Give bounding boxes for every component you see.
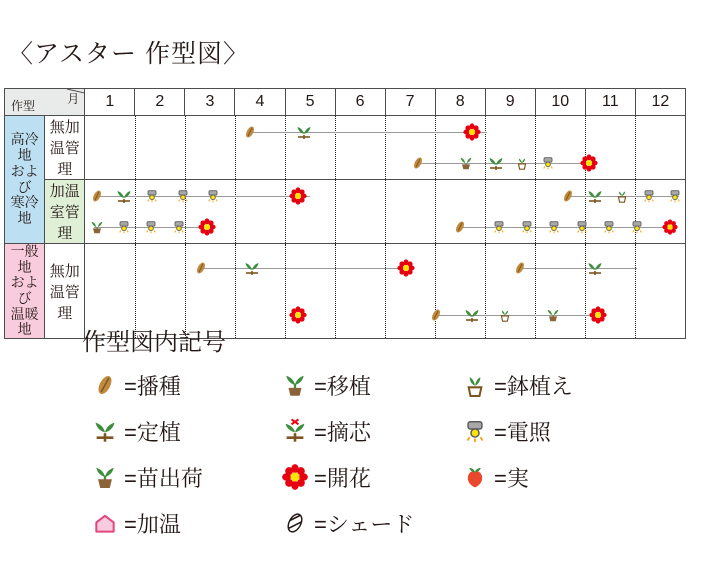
seed-icon (193, 260, 209, 276)
planting-icon (243, 259, 261, 277)
legend-label-seed: =播種 (124, 373, 181, 399)
month-header-5: 5 (285, 89, 335, 116)
legend-label-seedling-ship: =苗出荷 (124, 465, 203, 491)
legend-item-pinching (276, 416, 456, 447)
pot-icon (614, 188, 630, 204)
flower-icon (463, 123, 481, 141)
seed-icon (512, 260, 528, 276)
legend-item-fruit (456, 462, 646, 493)
table-row-cold-heated (5, 180, 686, 244)
legend-item-shade (276, 508, 536, 539)
lighting-icon (667, 188, 683, 204)
timeline-track-cold-heated (85, 180, 686, 244)
legend-label-pinching: =摘芯 (314, 419, 371, 445)
method-label-unheated-cold: 無加温管理 (45, 116, 85, 180)
month-header-10: 10 (535, 89, 585, 116)
month-header-11: 11 (585, 89, 635, 116)
legend-row-3 (86, 454, 646, 500)
timeline-band-a (85, 244, 685, 291)
flower-icon (198, 218, 216, 236)
legend-label-shade: =シェード (314, 511, 415, 537)
legend-label-flower: =開花 (314, 465, 371, 491)
flow-line (247, 132, 487, 133)
legend-label-transplant: =移植 (314, 373, 371, 399)
flower-icon (289, 187, 307, 205)
seed-icon (410, 155, 426, 171)
legend-item-seedling-ship (86, 462, 276, 493)
region-label-cold-line2: および (10, 162, 39, 195)
lighting-icon (144, 188, 160, 204)
timeline-band-a (85, 180, 685, 212)
pot-icon (497, 307, 513, 323)
planting-icon (115, 187, 133, 205)
lighting-icon (601, 219, 617, 235)
lighting-icon (629, 219, 645, 235)
lighting-icon (175, 188, 191, 204)
month-header-8: 8 (435, 89, 485, 116)
planting-icon (295, 123, 313, 141)
flower-icon (276, 464, 314, 490)
lighting-icon (540, 155, 556, 171)
month-header-4: 4 (235, 89, 285, 116)
region-label-cold-line3: 寒冷地 (10, 194, 39, 226)
region-label-cold-line1: 高冷地 (10, 131, 39, 164)
flower-icon (397, 259, 415, 277)
fruit-icon (456, 464, 494, 490)
flower-icon (589, 306, 607, 324)
seed-icon (452, 219, 468, 235)
legend-label-pot: =鉢植え (494, 373, 573, 399)
legend-title: 作型図内記号 (82, 329, 226, 356)
planting-icon (487, 154, 505, 172)
legend-item-heating (86, 508, 276, 539)
legend-label-lighting: =電照 (494, 419, 551, 445)
timeline-track-cold-unheated (85, 116, 686, 180)
seed-icon (428, 307, 444, 323)
seedling-ship-icon (89, 219, 105, 235)
month-header-7: 7 (385, 89, 435, 116)
lighting-icon (519, 219, 535, 235)
cropping-calendar-table (4, 88, 686, 339)
legend-row-1 (86, 362, 646, 408)
month-header-9: 9 (485, 89, 535, 116)
method-label-unheated-warm: 無加温管理 (45, 244, 85, 339)
lighting-icon (456, 418, 494, 444)
region-label-warm-line2: および (10, 274, 39, 307)
flow-line (433, 315, 601, 316)
timeline-band-b (85, 212, 685, 244)
legend-item-lighting (456, 416, 646, 447)
flower-icon (580, 154, 598, 172)
pinching-icon (276, 418, 314, 444)
planting-icon (463, 306, 481, 324)
lighting-icon (574, 219, 590, 235)
transplant-icon (276, 372, 314, 398)
month-header-6: 6 (335, 89, 385, 116)
month-header-12: 12 (635, 89, 685, 116)
planting-icon (86, 418, 124, 444)
region-label-warm-line1: 一般地 (10, 243, 39, 275)
heating-icon (86, 510, 124, 536)
timeline-band-a (85, 116, 685, 148)
method-label-heated: 加温室管理 (45, 180, 85, 244)
legend-label-heating: =加温 (124, 511, 181, 537)
corner-label-sakugata: 作型 (11, 99, 36, 113)
seedling-ship-icon (86, 464, 124, 490)
corner-header-cell (5, 89, 85, 116)
flower-icon (662, 219, 678, 235)
lighting-icon (116, 219, 132, 235)
planting-icon (586, 259, 604, 277)
month-header-1: 1 (85, 89, 135, 116)
legend-item-seed (86, 370, 276, 401)
legend (86, 362, 646, 546)
legend-row-4 (86, 500, 646, 546)
table-header-row (5, 89, 686, 116)
month-header-3: 3 (185, 89, 235, 116)
legend-row-2 (86, 408, 646, 454)
table-row-cold-unheated (5, 116, 686, 180)
seed-icon (560, 188, 576, 204)
legend-item-transplant (276, 370, 456, 401)
seed-icon (89, 188, 105, 204)
lighting-icon (205, 188, 221, 204)
region-label-warm-line3: 温暖地 (10, 305, 39, 338)
region-label-cold (5, 116, 45, 244)
seedling-ship-icon (458, 155, 474, 171)
legend-label-planting: =定植 (124, 419, 181, 445)
shade-icon (276, 510, 314, 536)
lighting-icon (546, 219, 562, 235)
page-title: 〈アスター 作型図〉 (8, 40, 249, 68)
legend-item-pot (456, 370, 646, 401)
lighting-icon (143, 219, 159, 235)
flow-line (199, 268, 409, 269)
planting-icon (586, 187, 604, 205)
seed-icon (86, 372, 124, 398)
legend-item-planting (86, 416, 276, 447)
month-header-2: 2 (135, 89, 185, 116)
legend-label-fruit: =実 (494, 465, 529, 491)
pot-icon (456, 372, 494, 398)
flow-line (517, 268, 637, 269)
flower-icon (289, 306, 307, 324)
legend-item-flower (276, 462, 456, 493)
lighting-icon (171, 219, 187, 235)
region-label-warm (5, 244, 45, 339)
corner-label-tsuki: 月 (67, 92, 80, 106)
timeline-band-b (85, 148, 685, 180)
pot-icon (514, 155, 530, 171)
lighting-icon (491, 219, 507, 235)
seedling-ship-icon (545, 307, 561, 323)
seed-icon (242, 124, 258, 140)
lighting-icon (641, 188, 657, 204)
